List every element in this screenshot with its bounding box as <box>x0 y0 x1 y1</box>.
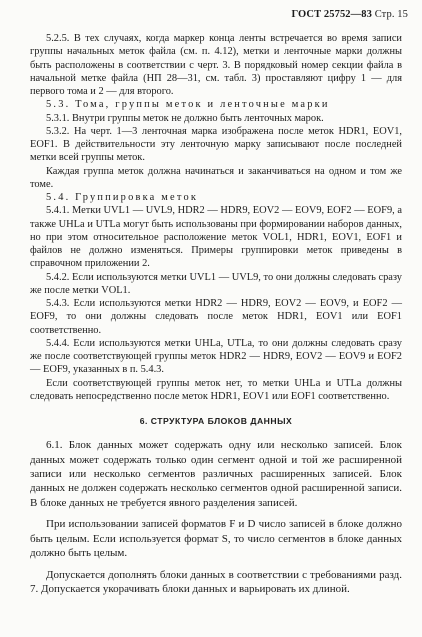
standard-number: ГОСТ 25752—83 <box>291 9 372 20</box>
paragraph-5-4-4-cont: Если соответствующей группы меток нет, то метки UHLa и UTLa должны следовать непосредственно после меток HDR1, EOV1 или EOF1 соответственно. <box>30 377 402 402</box>
paragraph-6-1-formats: При использовании записей форматов F и D число записей в блоке должно быть целым. Если используется формат S, то число сегментов в блоке данных должно быть целым. <box>30 518 402 560</box>
paragraph-5-3-2-cont: Каждая группа меток должна начинаться и заканчиваться на одном и том же томе. <box>30 165 402 190</box>
paragraph-5-4-1: 5.4.1. Метки UVL1 — UVL9, HDR2 — HDR9, EOV2 — EOV9, EOF2 — EOF9, а также UHLa и UTLa могут быть использованы при формировании наборов данных, но при этом относительное расположение меток VOL1, HDR1, EOV1, EOF1 и файлов не должно изменяться. Примеры группировки меток приведены в справочном приложении 2. <box>30 205 402 270</box>
document-body <box>30 32 402 596</box>
paragraph-5-2-5: 5.2.5. В тех случаях, когда маркер конца ленты встречается во время записи группы начальных меток файла (см. п. 4.12), метки и ленточные марки должны быть расположены в соответствии с черт. 3. В порядковый номер секции файла в начальной метке файла (НП 28—31, см. табл. 3) проставляют цифру 1 — для первого тома и 2 — для второго. <box>30 33 402 97</box>
page-number: Стр. 15 <box>374 9 408 20</box>
paragraph-6-1-padding: Допускается дополнять блоки данных в соответствии с требованиями разд. 7. Допускается укорачивать блоки данных и варьировать их длиной. <box>30 568 402 595</box>
paragraph-5-4-4: 5.4.4. Если используются метки UHLa, UTLa, то они должны следовать сразу же после соответствующей группы меток HDR2 — HDR9, EOV2 — EOV9 и EOF2 — EOF9, указанных в п. 5.4.3. <box>30 337 402 376</box>
paragraph-5-3-1: 5.3.1. Внутри группы меток не должно быть ленточных марок. <box>46 112 324 124</box>
section-6-body <box>30 438 402 596</box>
heading-5-3: 5.3. Тома, группы меток и ленточные марки <box>46 99 330 111</box>
paragraph-5-4-2: 5.4.2. Если используются метки UVL1 — UVL9, то они должны следовать сразу же после метки VOL1. <box>30 271 402 296</box>
paragraph-5-4-3: 5.4.3. Если используются метки HDR2 — HDR9, EOV2 — EOV9, и EOF2 — EOF9, то они должны следовать после меток HDR1, EOV1 или EOF1 соответственно. <box>30 298 402 336</box>
heading-5-4: 5.4. Группировка меток <box>46 192 199 203</box>
paragraph-6-1: 6.1. Блок данных может содержать одну или несколько записей. Блок данных может содержать только один сегмент одной и той же расширенной записи или несколько сегментов различных расширенных записей. Блок данных не должен содержать несколько сегментов одной расширенной записи. В блоке данных не требуется явного разделения записей. <box>30 439 402 509</box>
paragraph-5-3-2: 5.3.2. На черт. 1—3 ленточная марка изображена после меток HDR1, EOV1, EOF1. В действительности эту ленточную марку записывают после последней метки всей группы меток. <box>30 125 402 164</box>
section-title: 6. СТРУКТУРА БЛОКОВ ДАННЫХ <box>139 416 293 426</box>
page-header <box>291 9 408 20</box>
